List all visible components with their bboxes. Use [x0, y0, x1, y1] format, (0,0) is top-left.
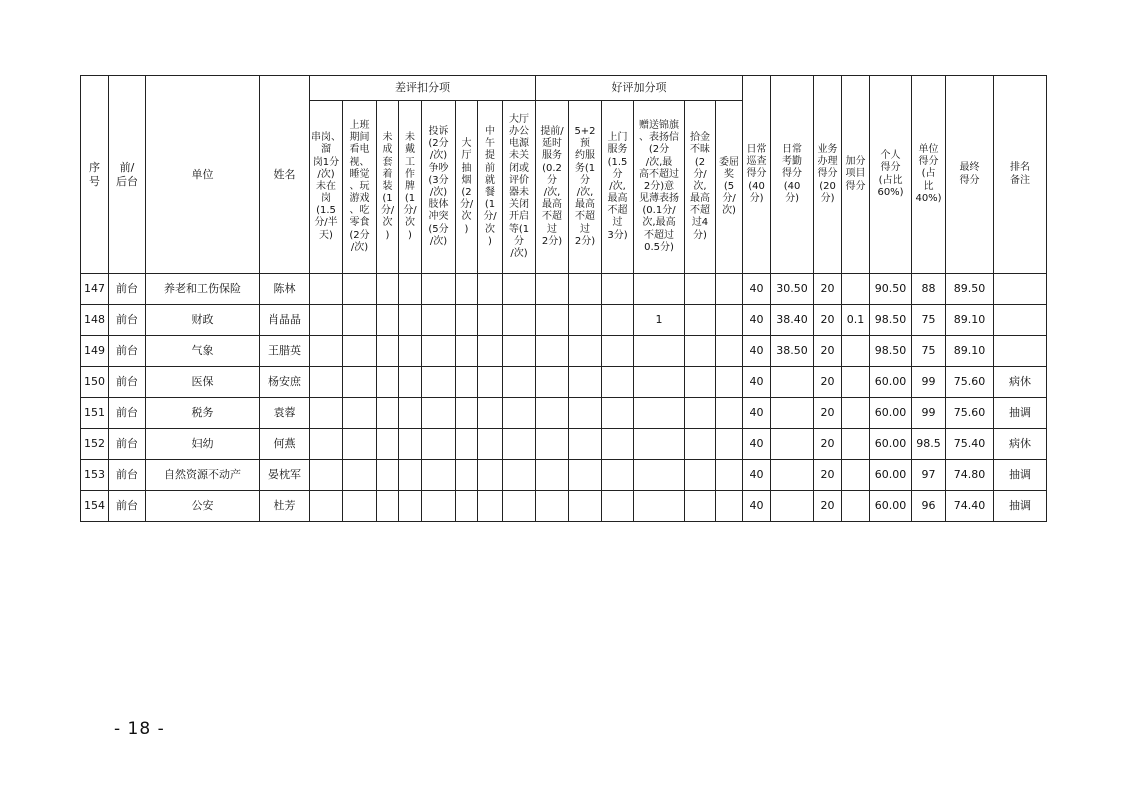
cell-negative-item	[503, 367, 536, 398]
cell-negative-item	[343, 305, 377, 336]
cell-positive-item	[569, 398, 602, 429]
cell-positive-item	[685, 460, 716, 491]
cell-business: 20	[814, 460, 842, 491]
cell-positive-item	[685, 336, 716, 367]
cell-negative-item	[377, 398, 399, 429]
cell-remark: 抽调	[994, 491, 1047, 522]
table-row	[81, 460, 1047, 491]
cell-commendation	[634, 460, 685, 491]
cell-positive-item	[569, 305, 602, 336]
cell-name: 杨安庶	[260, 367, 310, 398]
cell-remark: 病休	[994, 367, 1047, 398]
cell-type: 前台	[109, 305, 146, 336]
cell-type: 前台	[109, 429, 146, 460]
cell-remark	[994, 274, 1047, 305]
cell-seq: 149	[81, 336, 109, 367]
cell-commendation: 1	[634, 305, 685, 336]
header-pos-grievance: 委屈 奖 (5 分/ 次)	[716, 101, 743, 274]
cell-positive-item	[685, 367, 716, 398]
cell-attendance	[771, 429, 814, 460]
cell-seq: 147	[81, 274, 109, 305]
cell-commendation	[634, 367, 685, 398]
header-unit: 单位	[146, 76, 260, 274]
cell-business: 20	[814, 398, 842, 429]
cell-positive-item	[602, 367, 634, 398]
cell-negative-item	[343, 336, 377, 367]
cell-seq: 154	[81, 491, 109, 522]
cell-name: 杜芳	[260, 491, 310, 522]
header-pos-honesty: 拾金 不昧 (2 分/ 次, 最高 不超 过4 分)	[685, 101, 716, 274]
header-neg-off-post: 串岗、溜 岗1分 /次) 未在 岗 (1.5 分/半 天)	[310, 101, 343, 274]
cell-negative-item	[343, 429, 377, 460]
cell-negative-item	[310, 491, 343, 522]
cell-positive-item	[602, 460, 634, 491]
cell-negative-item	[310, 274, 343, 305]
cell-positive-item	[716, 429, 743, 460]
cell-negative-item	[343, 274, 377, 305]
header-neg-tv-sleep: 上班 期间 看电 视、 睡觉 、玩 游戏 、吃 零食 (2分 /次)	[343, 101, 377, 274]
cell-bonus: 0.1	[842, 305, 870, 336]
cell-personal: 98.50	[870, 336, 912, 367]
cell-business: 20	[814, 274, 842, 305]
cell-negative-item	[456, 398, 478, 429]
cell-negative-item	[456, 491, 478, 522]
cell-attendance	[771, 367, 814, 398]
cell-positive-item	[602, 491, 634, 522]
cell-positive-item	[602, 274, 634, 305]
cell-negative-item	[456, 429, 478, 460]
score-table	[80, 75, 1047, 522]
cell-remark	[994, 336, 1047, 367]
cell-negative-item	[456, 336, 478, 367]
cell-positive-item	[536, 274, 569, 305]
cell-negative-item	[478, 398, 503, 429]
cell-positive-item	[602, 429, 634, 460]
cell-type: 前台	[109, 336, 146, 367]
cell-commendation	[634, 429, 685, 460]
cell-negative-item	[422, 491, 456, 522]
cell-negative-item	[478, 460, 503, 491]
header-negative-group: 差评扣分项	[310, 76, 536, 101]
header-positive-group: 好评加分项	[536, 76, 743, 101]
table-row	[81, 367, 1047, 398]
header-pos-extended-service: 提前/ 延时 服务 (0.2 分 /次, 最高 不超 过 2分)	[536, 101, 569, 274]
cell-commendation	[634, 491, 685, 522]
cell-attendance	[771, 491, 814, 522]
cell-remark: 抽调	[994, 398, 1047, 429]
cell-unit-score: 98.5	[912, 429, 946, 460]
cell-name: 陈林	[260, 274, 310, 305]
cell-seq: 151	[81, 398, 109, 429]
cell-type: 前台	[109, 274, 146, 305]
cell-negative-item	[343, 491, 377, 522]
cell-unit-score: 96	[912, 491, 946, 522]
header-pos-home-service: 上门 服务 (1.5 分 /次, 最高 不超 过 3分)	[602, 101, 634, 274]
cell-negative-item	[377, 460, 399, 491]
header-neg-uniform: 未 成 套 着 装 (1 分/ 次 )	[377, 101, 399, 274]
cell-negative-item	[478, 367, 503, 398]
cell-positive-item	[685, 429, 716, 460]
header-neg-badge: 未 戴 工 作 牌 (1 分/ 次 )	[399, 101, 422, 274]
cell-negative-item	[478, 305, 503, 336]
header-front-back: 前/ 后台	[109, 76, 146, 274]
cell-patrol: 40	[743, 336, 771, 367]
cell-remark	[994, 305, 1047, 336]
table-row	[81, 274, 1047, 305]
cell-negative-item	[343, 398, 377, 429]
cell-attendance	[771, 398, 814, 429]
header-business: 业务 办理 得分 (20 分)	[814, 76, 842, 274]
cell-attendance: 30.50	[771, 274, 814, 305]
cell-attendance: 38.40	[771, 305, 814, 336]
cell-negative-item	[399, 305, 422, 336]
cell-negative-item	[456, 274, 478, 305]
header-patrol: 日常 巡查 得分 (40 分)	[743, 76, 771, 274]
cell-unit-score: 88	[912, 274, 946, 305]
cell-bonus	[842, 336, 870, 367]
cell-negative-item	[422, 398, 456, 429]
cell-patrol: 40	[743, 274, 771, 305]
cell-negative-item	[399, 336, 422, 367]
cell-positive-item	[685, 398, 716, 429]
cell-final: 75.60	[946, 367, 994, 398]
cell-personal: 60.00	[870, 429, 912, 460]
cell-personal: 90.50	[870, 274, 912, 305]
header-remark: 排名 备注	[994, 76, 1047, 274]
cell-positive-item	[602, 398, 634, 429]
header-personal: 个人 得分 (占比 60%)	[870, 76, 912, 274]
cell-business: 20	[814, 491, 842, 522]
cell-personal: 60.00	[870, 398, 912, 429]
header-attendance: 日常 考勤 得分 (40 分)	[771, 76, 814, 274]
cell-unit: 自然资源不动产	[146, 460, 260, 491]
cell-final: 75.40	[946, 429, 994, 460]
table-body	[81, 274, 1047, 522]
cell-positive-item	[716, 398, 743, 429]
header-neg-complaint: 投诉 (2分 /次) 争吵 (3分 /次) 肢体 冲突 (5分 /次)	[422, 101, 456, 274]
cell-business: 20	[814, 429, 842, 460]
cell-positive-item	[569, 274, 602, 305]
cell-unit: 妇幼	[146, 429, 260, 460]
cell-type: 前台	[109, 398, 146, 429]
cell-unit: 公安	[146, 491, 260, 522]
cell-positive-item	[716, 491, 743, 522]
cell-negative-item	[503, 491, 536, 522]
table-row	[81, 305, 1047, 336]
cell-name: 袁蓉	[260, 398, 310, 429]
cell-unit: 医保	[146, 367, 260, 398]
cell-negative-item	[422, 367, 456, 398]
cell-patrol: 40	[743, 429, 771, 460]
cell-negative-item	[310, 429, 343, 460]
cell-patrol: 40	[743, 367, 771, 398]
cell-negative-item	[399, 460, 422, 491]
cell-positive-item	[716, 305, 743, 336]
cell-positive-item	[685, 491, 716, 522]
cell-positive-item	[716, 274, 743, 305]
cell-bonus	[842, 429, 870, 460]
cell-remark: 抽调	[994, 460, 1047, 491]
cell-negative-item	[310, 336, 343, 367]
cell-negative-item	[377, 274, 399, 305]
cell-negative-item	[377, 491, 399, 522]
cell-positive-item	[569, 367, 602, 398]
cell-type: 前台	[109, 460, 146, 491]
cell-final: 75.60	[946, 398, 994, 429]
cell-commendation	[634, 336, 685, 367]
header-neg-power: 大厅 办公 电源 未关 闭或 评价 器未 关闭 开启 等(1 分 /次)	[503, 101, 536, 274]
cell-unit-score: 97	[912, 460, 946, 491]
cell-negative-item	[503, 429, 536, 460]
cell-unit: 养老和工伤保险	[146, 274, 260, 305]
header-pos-commendation: 赠送锦旗 、表扬信 (2分 /次,最 高不超过 2分)意 见薄表扬 (0.1分/ 次,最高 不超过 0.5分)	[634, 101, 685, 274]
cell-bonus	[842, 460, 870, 491]
cell-negative-item	[343, 367, 377, 398]
cell-negative-item	[478, 274, 503, 305]
cell-negative-item	[456, 367, 478, 398]
cell-negative-item	[399, 274, 422, 305]
cell-positive-item	[685, 274, 716, 305]
cell-negative-item	[399, 491, 422, 522]
cell-personal: 98.50	[870, 305, 912, 336]
cell-type: 前台	[109, 367, 146, 398]
cell-patrol: 40	[743, 305, 771, 336]
cell-unit: 税务	[146, 398, 260, 429]
cell-positive-item	[569, 491, 602, 522]
cell-positive-item	[716, 367, 743, 398]
header-bonus: 加分 项目 得分	[842, 76, 870, 274]
cell-commendation	[634, 398, 685, 429]
cell-patrol: 40	[743, 491, 771, 522]
cell-positive-item	[536, 305, 569, 336]
cell-name: 晏枕军	[260, 460, 310, 491]
page-number: - 18 -	[114, 719, 165, 739]
cell-positive-item	[569, 336, 602, 367]
cell-seq: 150	[81, 367, 109, 398]
score-sheet	[80, 75, 1047, 522]
header-name: 姓名	[260, 76, 310, 274]
header-pos-appointment: 5+2预 约服 务(1 分 /次, 最高 不超 过 2分)	[569, 101, 602, 274]
cell-unit-score: 99	[912, 398, 946, 429]
cell-negative-item	[503, 336, 536, 367]
cell-positive-item	[602, 305, 634, 336]
cell-negative-item	[503, 398, 536, 429]
cell-negative-item	[478, 336, 503, 367]
cell-negative-item	[310, 305, 343, 336]
cell-unit-score: 99	[912, 367, 946, 398]
header-seq: 序 号	[81, 76, 109, 274]
header-neg-early-lunch: 中 午 提 前 就 餐 (1 分/ 次 )	[478, 101, 503, 274]
cell-final: 74.80	[946, 460, 994, 491]
cell-negative-item	[503, 305, 536, 336]
header-neg-smoking: 大 厅 抽 烟 (2 分/ 次 )	[456, 101, 478, 274]
cell-negative-item	[422, 274, 456, 305]
cell-negative-item	[310, 460, 343, 491]
cell-name: 何燕	[260, 429, 310, 460]
cell-positive-item	[716, 460, 743, 491]
cell-final: 89.50	[946, 274, 994, 305]
cell-negative-item	[399, 429, 422, 460]
cell-positive-item	[569, 429, 602, 460]
cell-attendance: 38.50	[771, 336, 814, 367]
cell-positive-item	[536, 367, 569, 398]
cell-bonus	[842, 274, 870, 305]
cell-negative-item	[422, 429, 456, 460]
cell-bonus	[842, 491, 870, 522]
cell-unit-score: 75	[912, 305, 946, 336]
cell-negative-item	[478, 429, 503, 460]
cell-name: 肖晶晶	[260, 305, 310, 336]
cell-negative-item	[422, 336, 456, 367]
table-row	[81, 336, 1047, 367]
cell-remark: 病休	[994, 429, 1047, 460]
cell-negative-item	[399, 398, 422, 429]
cell-seq: 148	[81, 305, 109, 336]
cell-business: 20	[814, 305, 842, 336]
cell-positive-item	[536, 398, 569, 429]
cell-negative-item	[503, 274, 536, 305]
cell-final: 89.10	[946, 305, 994, 336]
cell-negative-item	[310, 398, 343, 429]
cell-negative-item	[377, 429, 399, 460]
cell-unit-score: 75	[912, 336, 946, 367]
cell-positive-item	[536, 460, 569, 491]
cell-negative-item	[478, 491, 503, 522]
cell-final: 74.40	[946, 491, 994, 522]
cell-type: 前台	[109, 491, 146, 522]
cell-business: 20	[814, 367, 842, 398]
cell-negative-item	[456, 305, 478, 336]
cell-seq: 153	[81, 460, 109, 491]
cell-positive-item	[602, 336, 634, 367]
cell-positive-item	[569, 460, 602, 491]
cell-positive-item	[536, 429, 569, 460]
cell-name: 王腊英	[260, 336, 310, 367]
cell-bonus	[842, 398, 870, 429]
cell-negative-item	[377, 367, 399, 398]
cell-attendance	[771, 460, 814, 491]
cell-negative-item	[456, 460, 478, 491]
cell-negative-item	[399, 367, 422, 398]
cell-positive-item	[685, 305, 716, 336]
cell-business: 20	[814, 336, 842, 367]
cell-negative-item	[377, 336, 399, 367]
cell-commendation	[634, 274, 685, 305]
cell-unit: 气象	[146, 336, 260, 367]
cell-patrol: 40	[743, 398, 771, 429]
cell-negative-item	[422, 305, 456, 336]
cell-final: 89.10	[946, 336, 994, 367]
cell-unit: 财政	[146, 305, 260, 336]
cell-negative-item	[343, 460, 377, 491]
cell-patrol: 40	[743, 460, 771, 491]
header-unit-score: 单位 得分 (占 比 40%)	[912, 76, 946, 274]
table-row	[81, 398, 1047, 429]
cell-personal: 60.00	[870, 367, 912, 398]
header-final: 最终 得分	[946, 76, 994, 274]
cell-negative-item	[503, 460, 536, 491]
cell-positive-item	[716, 336, 743, 367]
table-row	[81, 429, 1047, 460]
cell-negative-item	[422, 460, 456, 491]
cell-bonus	[842, 367, 870, 398]
table-row	[81, 491, 1047, 522]
cell-personal: 60.00	[870, 491, 912, 522]
cell-positive-item	[536, 336, 569, 367]
cell-negative-item	[377, 305, 399, 336]
cell-personal: 60.00	[870, 460, 912, 491]
cell-negative-item	[310, 367, 343, 398]
cell-seq: 152	[81, 429, 109, 460]
cell-positive-item	[536, 491, 569, 522]
